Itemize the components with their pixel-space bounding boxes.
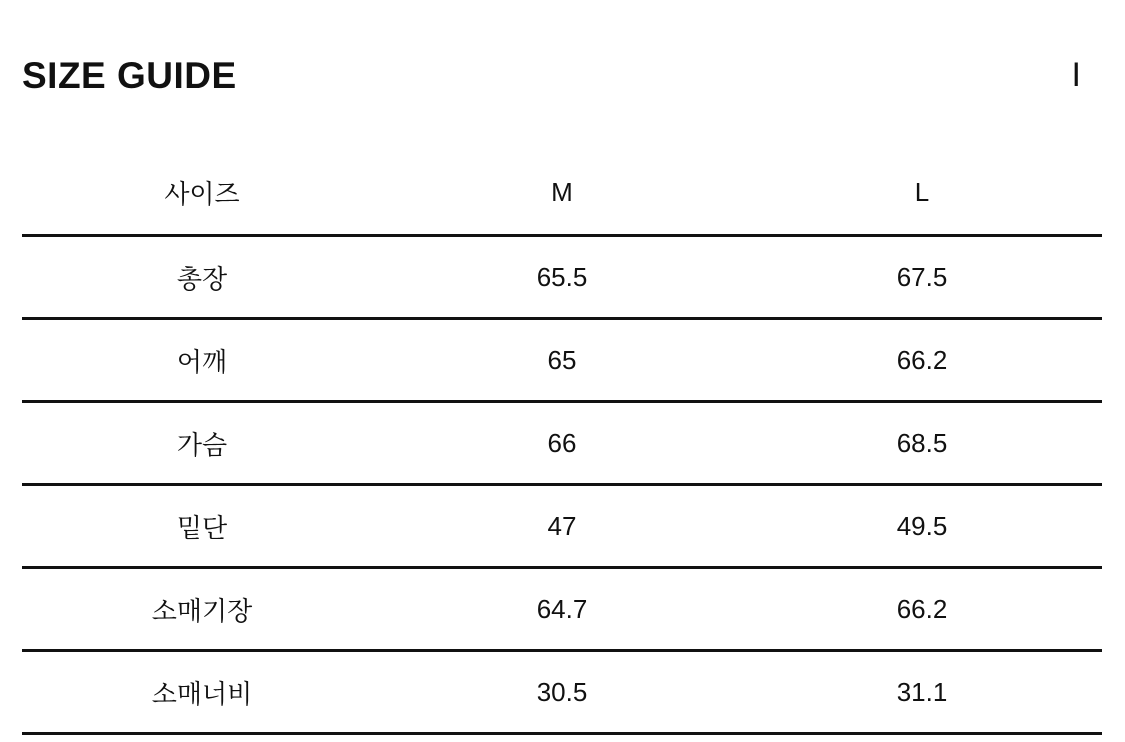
header-right-mark: I [1071, 56, 1081, 94]
table-row [22, 651, 1102, 734]
table-row [22, 319, 1102, 402]
row-value-m: 65.5 [536, 261, 588, 292]
row-value-m: 66 [547, 427, 577, 458]
row-value-m: 64.7 [536, 593, 588, 624]
row-label: 밑단 [176, 512, 228, 543]
table-row [22, 485, 1102, 568]
table-row [22, 568, 1102, 651]
table-row [22, 236, 1102, 319]
row-label: 가슴 [176, 429, 228, 460]
size-guide-table [22, 150, 1102, 735]
column-header-m: M [551, 176, 573, 207]
row-value-m: 65 [547, 344, 577, 375]
page-header [0, 0, 1125, 128]
row-label: 총장 [176, 263, 228, 294]
row-value-m: 30.5 [536, 676, 588, 707]
row-label: 소매너비 [151, 678, 253, 709]
table-row [22, 402, 1102, 485]
table-body [22, 236, 1102, 734]
column-header-l: L [914, 176, 930, 207]
row-label: 소매기장 [151, 595, 253, 626]
row-label: 어깨 [176, 346, 228, 377]
column-header-size: 사이즈 [164, 178, 240, 209]
row-value-l: 66.2 [896, 344, 948, 375]
table-head [22, 150, 1102, 236]
row-value-l: 31.1 [896, 676, 948, 707]
row-value-m: 47 [547, 510, 577, 541]
row-value-l: 67.5 [896, 261, 948, 292]
row-value-l: 66.2 [896, 593, 948, 624]
row-value-l: 68.5 [896, 427, 948, 458]
row-value-l: 49.5 [896, 510, 948, 541]
page-title: SIZE GUIDE [22, 54, 237, 96]
table-header-row [22, 150, 1102, 236]
